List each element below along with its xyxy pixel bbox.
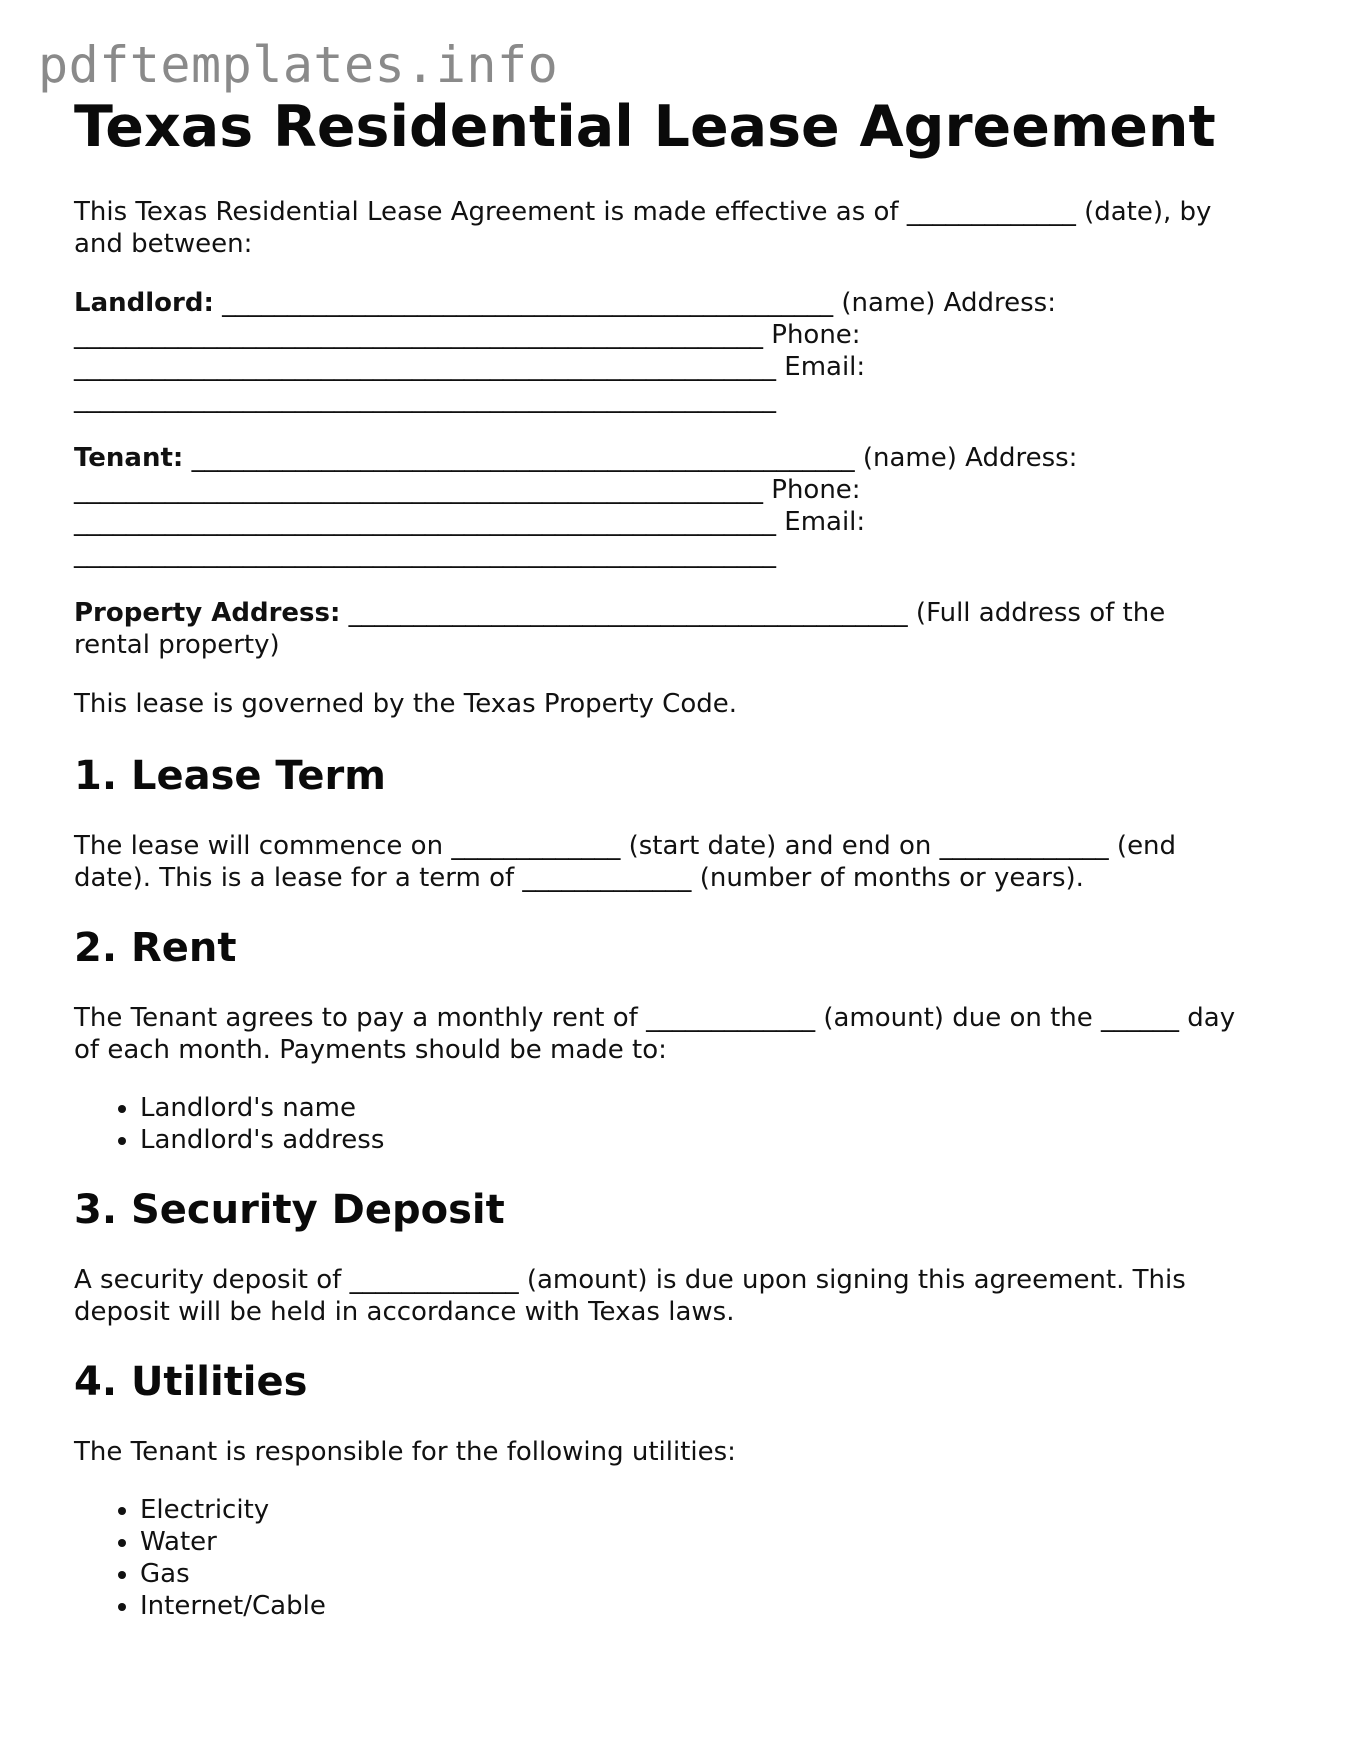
landlord-name-field: _______________________________________________ (name) Address: xyxy=(213,288,1056,318)
rent-line-2: of each month. Payments should be made to: xyxy=(74,1035,667,1065)
governing-law-text: This lease is governed by the Texas Property Code. xyxy=(74,689,737,719)
list-item: • Landlord's name xyxy=(140,1092,1274,1124)
lease-term-line-1: The lease will commence on _____________ (start date) and end on _____________ (end xyxy=(74,831,1177,861)
property-line-1 xyxy=(74,597,1274,629)
intro-paragraph xyxy=(74,196,1274,260)
document-title: Texas Residential Lease Agreement xyxy=(74,94,1216,160)
property-address-field: ___________________________________________ (Full address of the xyxy=(340,598,1166,628)
section-heading-rent: 2. Rent xyxy=(74,925,237,971)
tenant-line-1 xyxy=(74,442,1274,474)
security-deposit-line-2: deposit will be held in accordance with Texas laws. xyxy=(74,1297,735,1327)
property-block xyxy=(74,597,1274,661)
document-page xyxy=(74,94,1274,1622)
rent-payment-list xyxy=(74,1092,1274,1156)
landlord-line-1 xyxy=(74,287,1274,319)
watermark: pdftemplates.info xyxy=(38,36,559,94)
landlord-phone-field: ______________________________________________________ Email: xyxy=(74,352,866,382)
tenant-block xyxy=(74,442,1274,570)
rent-text xyxy=(74,1002,1274,1066)
landlord-label: Landlord: xyxy=(74,288,214,318)
section-heading-lease-term: 1. Lease Term xyxy=(74,753,386,799)
rent-line-1: The Tenant agrees to pay a monthly rent of _____________ (amount) due on the ______ day xyxy=(74,1003,1236,1033)
list-item: • Electricity xyxy=(140,1494,1274,1526)
utilities-list xyxy=(74,1494,1274,1622)
utilities-text: The Tenant is responsible for the following utilities: xyxy=(74,1437,736,1467)
landlord-block xyxy=(74,287,1274,415)
lease-term-line-2: date). This is a lease for a term of _____________ (number of months or years). xyxy=(74,863,1084,893)
intro-line-1: This Texas Residential Lease Agreement is made effective as of _____________ (date), by xyxy=(74,197,1212,227)
intro-line-2: and between: xyxy=(74,229,253,259)
security-deposit-text xyxy=(74,1264,1274,1328)
lease-term-text xyxy=(74,830,1274,894)
tenant-email-field: ______________________________________________________ xyxy=(74,539,776,569)
property-line-2: rental property) xyxy=(74,630,280,660)
section-heading-security-deposit: 3. Security Deposit xyxy=(74,1187,505,1233)
list-item: • Landlord's address xyxy=(140,1124,1274,1156)
tenant-label: Tenant: xyxy=(74,443,184,473)
property-label: Property Address: xyxy=(74,598,341,628)
section-heading-utilities: 4. Utilities xyxy=(74,1359,308,1405)
list-item: • Internet/Cable xyxy=(140,1590,1274,1622)
security-deposit-line-1: A security deposit of _____________ (amount) is due upon signing this agreement. This xyxy=(74,1265,1186,1295)
tenant-phone-field: ______________________________________________________ Email: xyxy=(74,507,866,537)
landlord-address-field: _____________________________________________________ Phone: xyxy=(74,320,861,350)
tenant-name-field: ___________________________________________________ (name) Address: xyxy=(183,443,1078,473)
tenant-address-field: _____________________________________________________ Phone: xyxy=(74,475,861,505)
list-item: • Water xyxy=(140,1526,1274,1558)
list-item: • Gas xyxy=(140,1558,1274,1590)
landlord-email-field: ______________________________________________________ xyxy=(74,384,776,414)
